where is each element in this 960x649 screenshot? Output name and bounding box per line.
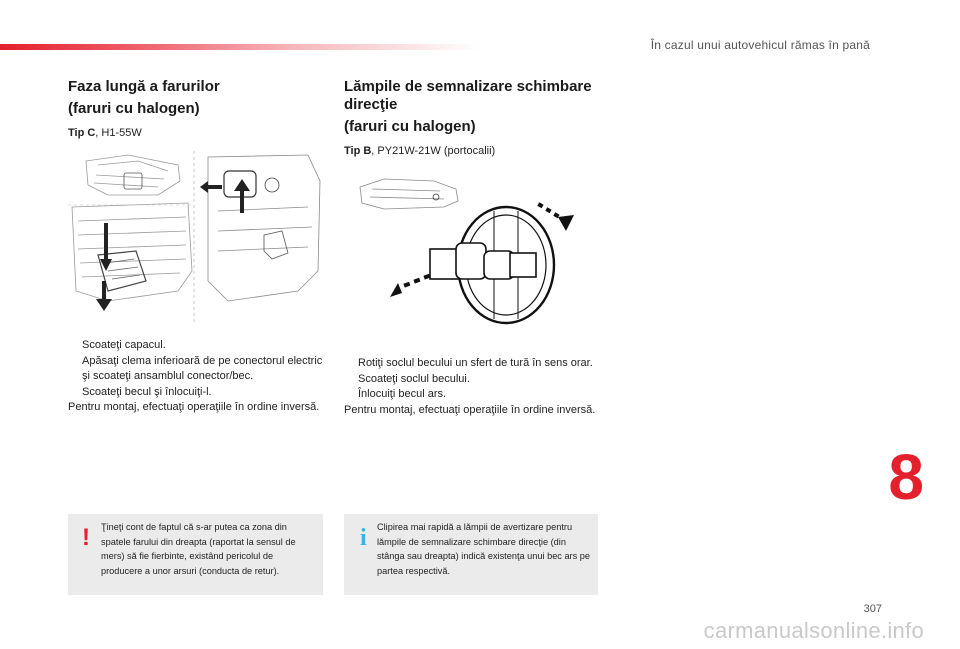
right-steps bbox=[344, 356, 606, 418]
left-steps bbox=[68, 338, 330, 416]
info-icon: i bbox=[360, 525, 367, 551]
right-section-title bbox=[344, 78, 606, 136]
right-spec-type: Tip B bbox=[344, 145, 372, 157]
right-step-2: Scoateţi soclul becului. bbox=[358, 372, 470, 385]
clip-detail bbox=[264, 231, 288, 259]
left-step-1: Scoateţi capacul. bbox=[82, 339, 166, 351]
bulb-housing-2 bbox=[456, 243, 486, 279]
left-title-line1: Faza lungă a farurilor bbox=[68, 78, 220, 95]
header-accent-bar bbox=[0, 44, 480, 50]
connector-housing-lines bbox=[218, 207, 312, 251]
info-note-text: Clipirea mai rapidă a lămpii de avertizare pentru lămpile de semnalizare schimbare direcţie (din stânga sau dreapta) indică existenţa unui bec ars pe partea respectivă. bbox=[377, 522, 590, 576]
warning-note-text: Ţineţi cont de faptul că s-ar putea ca zona din spatele farului din dreapta (raportat la sensul de mers) să fie fierbinte, existând pericolul de producere a unor arsuri (conducta de retur). bbox=[101, 522, 296, 576]
arrow-left bbox=[200, 181, 222, 193]
left-step-3: Scoateţi becul şi înlocuiţi-l. bbox=[82, 385, 212, 398]
bulb-socket bbox=[265, 178, 279, 192]
warning-icon: ! bbox=[82, 524, 90, 551]
right-step-1: Rotiţi soclul becului un sfert de tură în sens orar. bbox=[358, 357, 593, 369]
headlamp-ribs-top bbox=[94, 161, 168, 187]
right-bulb-spec bbox=[344, 145, 606, 157]
chapter-number: 8 bbox=[888, 441, 924, 513]
indicator-drawing bbox=[344, 167, 606, 342]
chapter-title: În cazul unui autovehicul rămas în pană bbox=[650, 38, 870, 52]
right-step-3: Înlocuiţi becul ars. bbox=[358, 388, 447, 400]
right-footer-text: Pentru montaj, efectuaţi operaţiile în ordine inversă. bbox=[344, 403, 596, 416]
right-section bbox=[344, 78, 606, 418]
info-note bbox=[344, 514, 598, 595]
page-number: 307 bbox=[863, 603, 882, 615]
left-bulb-spec bbox=[68, 127, 330, 139]
arrow-down-lower bbox=[96, 281, 112, 311]
warning-note bbox=[68, 514, 323, 595]
bulb-housing-4 bbox=[510, 253, 536, 277]
headlamp-outline bbox=[360, 179, 458, 209]
arrow-down-upper bbox=[100, 223, 112, 271]
left-footer-text: Pentru montaj, efectuaţi operaţiile în ordine inversă. bbox=[68, 401, 320, 413]
left-step-2: Apăsaţi clema inferioară de pe conectorul electric şi scoateţi ansamblul conector/bec. bbox=[82, 354, 323, 382]
right-title-line2: (faruri cu halogen) bbox=[344, 118, 476, 135]
left-section bbox=[68, 78, 330, 416]
watermark: carmanualsonline.info bbox=[703, 618, 924, 643]
high-beam-drawing bbox=[68, 151, 330, 326]
arrow-up bbox=[234, 179, 250, 213]
indicator-illustration bbox=[344, 167, 606, 342]
headlamp-cap-top bbox=[124, 173, 142, 189]
left-section-title bbox=[68, 78, 330, 118]
connector-housing bbox=[208, 155, 320, 301]
right-title-line1: Lămpile de semnalizare schimbare direcţie bbox=[344, 78, 592, 113]
left-title-line2: (faruri cu halogen) bbox=[68, 100, 200, 117]
right-spec-value: , PY21W-21W (portocalii) bbox=[371, 145, 496, 157]
left-spec-type: Tip C bbox=[68, 127, 96, 139]
left-spec-value: , H1-55W bbox=[95, 127, 142, 139]
high-beam-illustration bbox=[68, 151, 330, 326]
arrow-pull-out bbox=[390, 274, 430, 297]
